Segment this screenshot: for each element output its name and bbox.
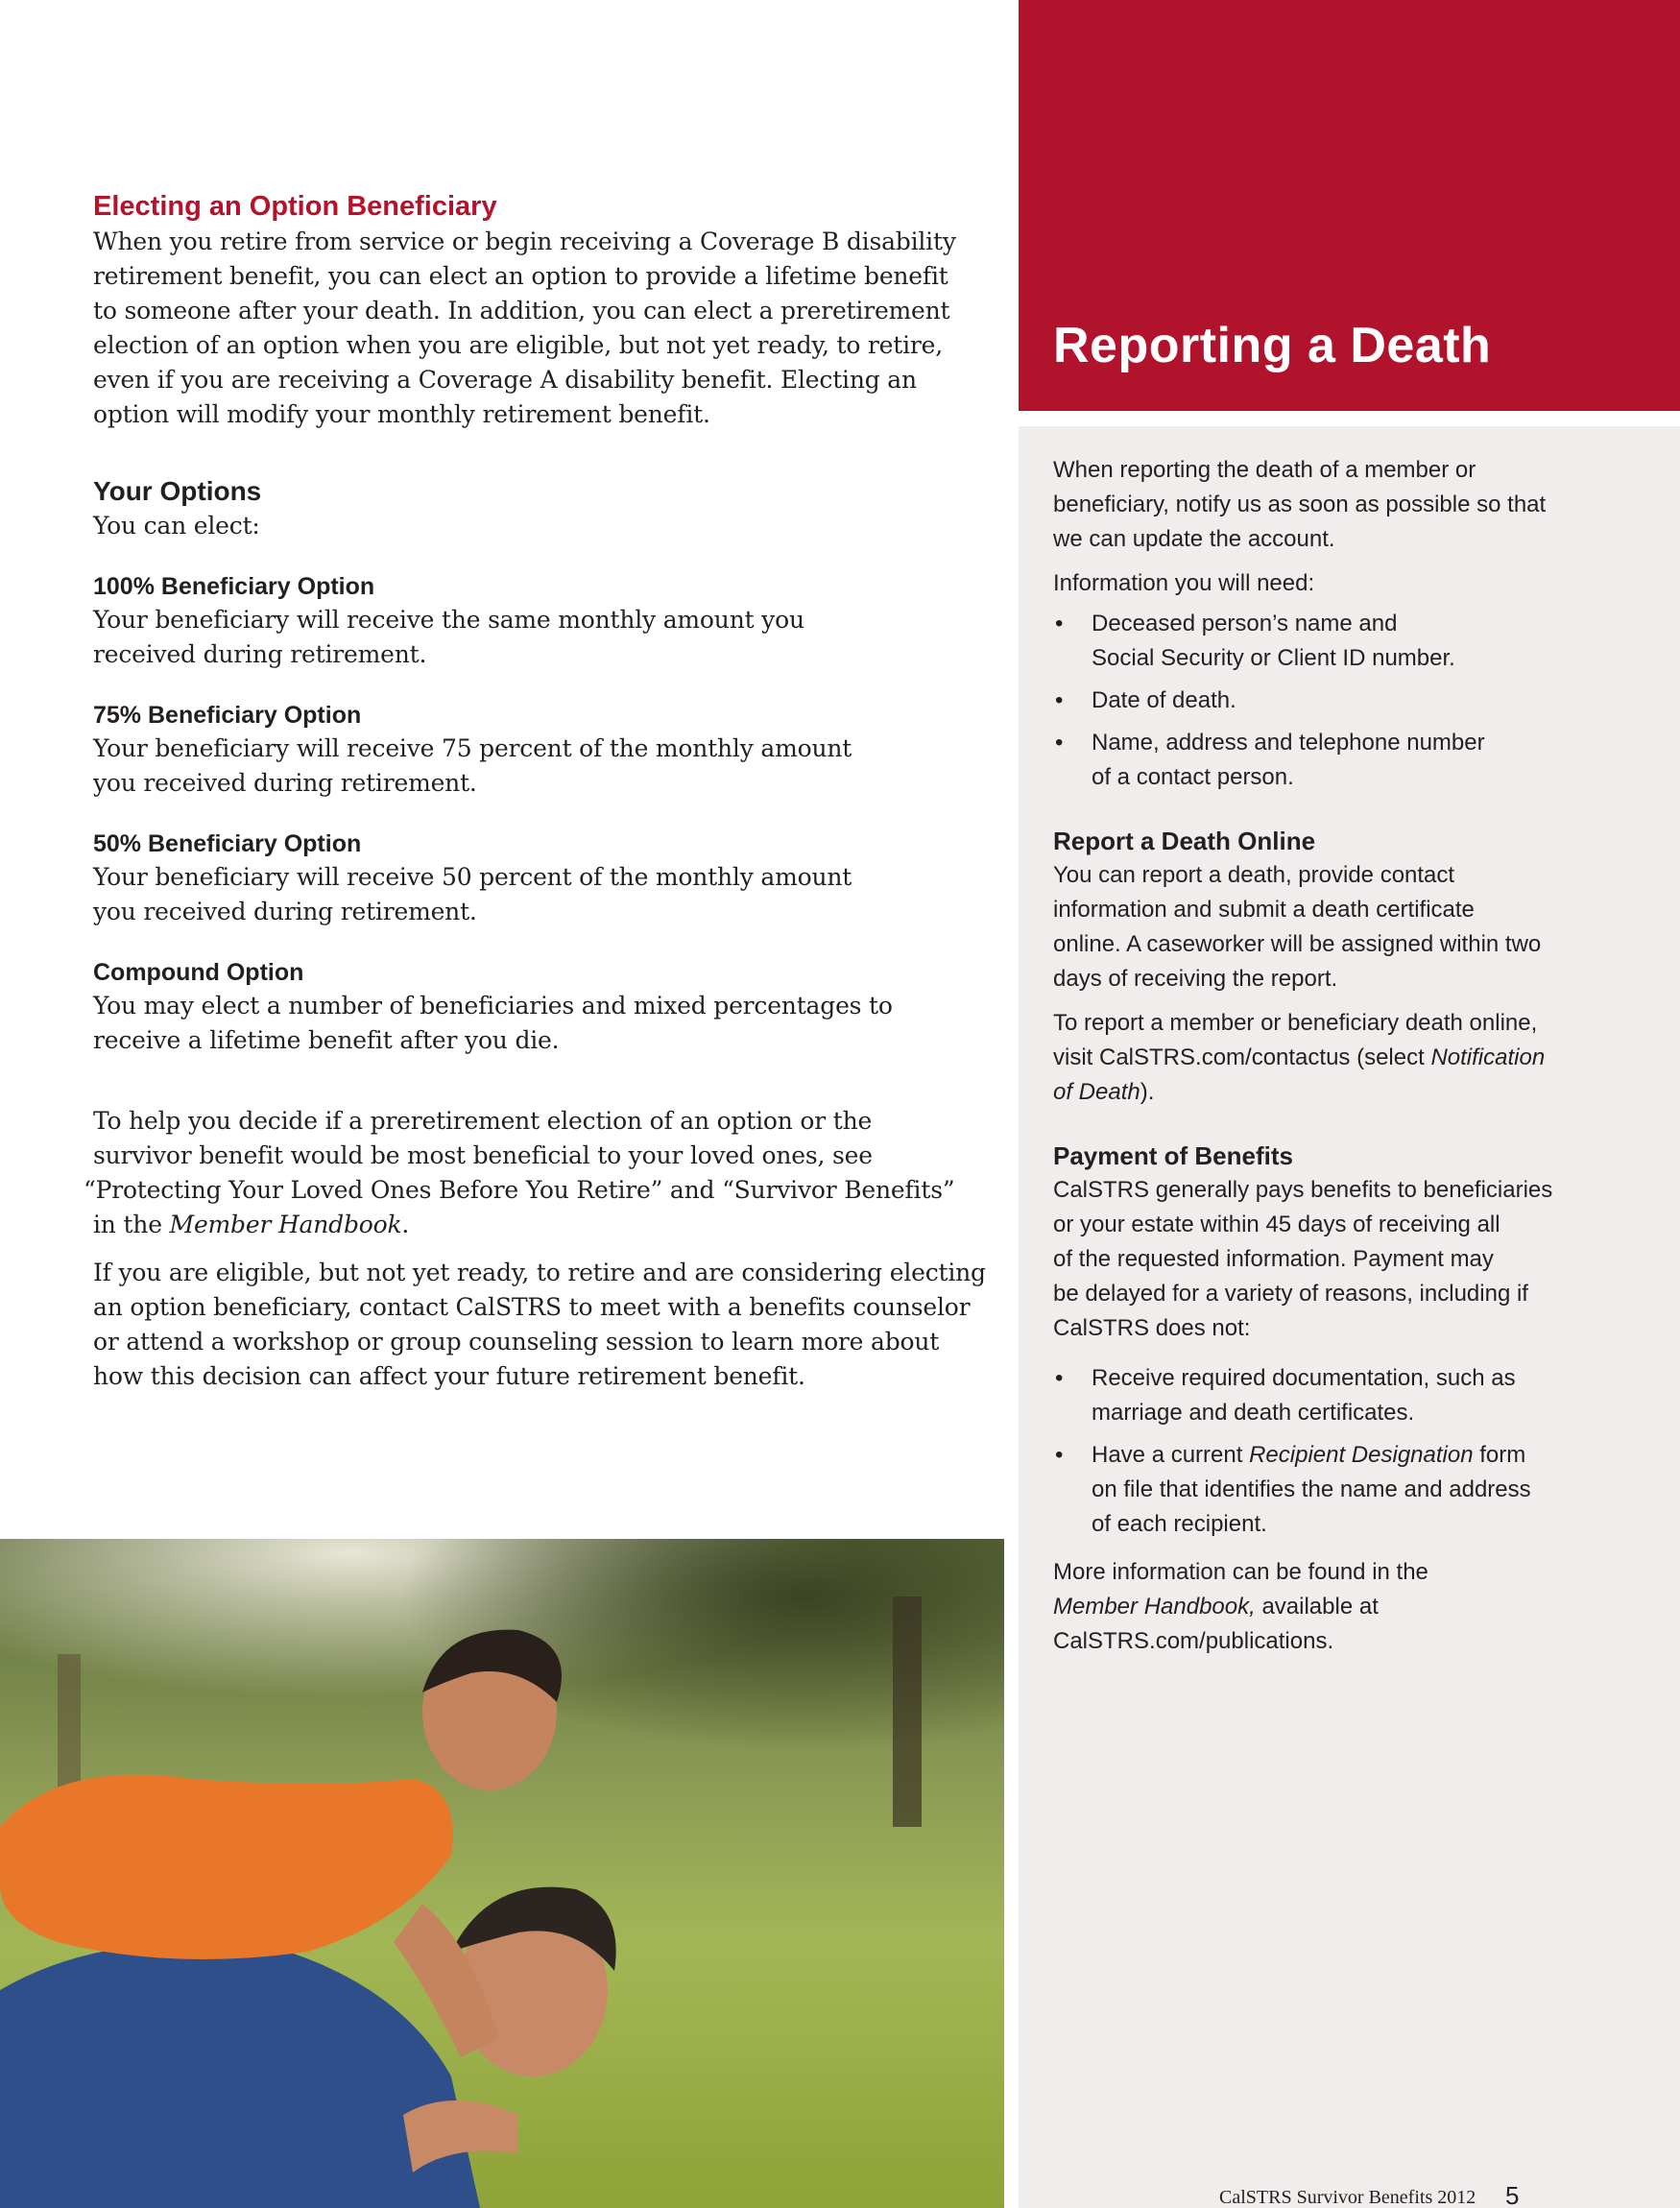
text-run: . xyxy=(401,1211,410,1238)
bullet-icon: • xyxy=(1055,1365,1064,1391)
text-line: we can update the account. xyxy=(1053,526,1335,552)
option-title: 50% Beneficiary Option xyxy=(93,830,362,857)
text-line: Your beneficiary will receive 50 percent of the monthly amount xyxy=(93,863,852,891)
section-heading: Electing an Option Beneficiary xyxy=(93,191,497,222)
list-item xyxy=(1053,726,1648,795)
text-line xyxy=(1053,1041,1648,1075)
text-line: Deceased person’s name and xyxy=(1092,611,1398,636)
text-line: Receive required documentation, such as xyxy=(1092,1365,1516,1391)
text-line: Your beneficiary will receive the same monthly amount you xyxy=(93,606,804,634)
text-run: Have a current xyxy=(1092,1442,1250,1468)
option-block xyxy=(93,828,976,929)
list-item xyxy=(1053,1361,1648,1430)
text-line: election of an option when you are eligible, but not yet ready, to retire, xyxy=(93,331,943,359)
text-line: Social Security or Client ID number. xyxy=(1092,645,1455,671)
sidebar-content xyxy=(1053,453,1648,1659)
options-intro: You can elect: xyxy=(93,512,260,540)
help-paragraph xyxy=(84,1104,976,1242)
form-name: Recipient Designation xyxy=(1249,1442,1474,1468)
text-line: CalSTRS does not: xyxy=(1053,1315,1251,1341)
handbook-title: Member Handbook xyxy=(169,1211,402,1238)
text-line: More information can be found in the xyxy=(1053,1559,1428,1585)
text-line: even if you are receiving a Coverage A disability benefit. Electing an xyxy=(93,366,917,394)
bullet-icon: • xyxy=(1055,687,1064,713)
family-photo xyxy=(0,1539,1004,2208)
text-run: of Death xyxy=(1053,1079,1140,1105)
intro-paragraph xyxy=(93,225,976,432)
list-item xyxy=(1053,1438,1648,1542)
text-line: beneficiary, notify us as soon as possible so that xyxy=(1053,492,1547,517)
option-title: Compound Option xyxy=(93,959,304,986)
option-block xyxy=(93,699,976,801)
text-line: how this decision can affect your future retirement benefit. xyxy=(93,1362,805,1390)
bullet-icon: • xyxy=(1055,730,1064,756)
option-title: 75% Beneficiary Option xyxy=(93,702,362,729)
text-line: You may elect a number of beneficiaries and mixed percentages to xyxy=(93,992,893,1020)
text-line: received during retirement. xyxy=(93,640,427,668)
online-paragraph xyxy=(1053,858,1648,996)
text-line: option will modify your monthly retirement benefit. xyxy=(93,400,710,428)
page-number: 5 xyxy=(1505,2181,1520,2208)
options-heading: Your Options xyxy=(93,476,262,506)
sidebar-intro xyxy=(1053,453,1648,557)
text-line: Date of death. xyxy=(1092,687,1236,713)
text-line: be delayed for a variety of reasons, including if xyxy=(1053,1281,1528,1307)
handbook-title: Member Handbook, xyxy=(1053,1594,1256,1620)
option-title: 100% Beneficiary Option xyxy=(93,573,375,600)
text-line: of the requested information. Payment may xyxy=(1053,1246,1494,1272)
text-line: To help you decide if a preretirement election of an option or the xyxy=(93,1107,873,1135)
text-line: or attend a workshop or group counseling session to learn more about xyxy=(93,1328,940,1356)
text-line: you received during retirement. xyxy=(93,769,477,797)
text-line: or your estate within 45 days of receiving all xyxy=(1053,1212,1500,1237)
text-line: To report a member or beneficiary death online, xyxy=(1053,1010,1538,1036)
text-line: you received during retirement. xyxy=(93,898,477,925)
sidebar-title: Reporting a Death xyxy=(1053,318,1492,373)
text-line: You can report a death, provide contact xyxy=(1053,862,1455,888)
online-link-paragraph xyxy=(1053,1006,1648,1110)
text-line: receive a lifetime benefit after you die. xyxy=(93,1026,560,1054)
more-info-paragraph xyxy=(1053,1555,1648,1659)
text-line: marriage and death certificates. xyxy=(1092,1400,1415,1426)
option-block xyxy=(93,956,976,1058)
text-run: in the xyxy=(93,1211,170,1238)
text-line xyxy=(1092,1438,1648,1473)
text-run: available at xyxy=(1255,1594,1379,1620)
text-line: If you are eligible, but not yet ready, to retire and are considering electing xyxy=(93,1259,986,1286)
contact-link[interactable]: visit CalSTRS.com/contactus (select xyxy=(1053,1044,1431,1070)
text-line: survivor benefit would be most beneficial to your loved ones, see xyxy=(93,1141,873,1169)
text-line: on file that identifies the name and address xyxy=(1092,1476,1531,1502)
footer-publication: CalSTRS Survivor Benefits 2012 xyxy=(1219,2187,1476,2208)
text-line: When you retire from service or begin receiving a Coverage B disability xyxy=(93,228,956,255)
info-heading: Information you will need: xyxy=(1053,570,1315,596)
bullet-icon: • xyxy=(1055,611,1064,636)
payment-paragraph xyxy=(1053,1173,1648,1346)
text-run: Notification xyxy=(1430,1044,1546,1070)
eligible-paragraph xyxy=(93,1256,986,1394)
text-line: “Protecting Your Loved Ones Before You Retire” and “Survivor Benefits” xyxy=(84,1176,955,1204)
left-column xyxy=(84,188,986,1394)
text-run: form xyxy=(1473,1442,1526,1468)
bullet-icon: • xyxy=(1055,1442,1064,1468)
text-line xyxy=(1053,1075,1648,1110)
list-item xyxy=(1053,607,1648,676)
text-line: an option beneficiary, contact CalSTRS to meet with a benefits counselor xyxy=(93,1293,971,1321)
text-line xyxy=(1053,1590,1648,1624)
text-line: information and submit a death certificate xyxy=(1053,897,1475,923)
text-line: Name, address and telephone number xyxy=(1092,730,1485,756)
list-item xyxy=(1053,684,1648,718)
publications-link[interactable]: CalSTRS.com/publications. xyxy=(1053,1628,1334,1654)
text-line: of each recipient. xyxy=(1092,1511,1267,1537)
text-line: CalSTRS generally pays benefits to beneficiaries xyxy=(1053,1177,1553,1203)
option-block xyxy=(93,570,976,672)
text-line: retirement benefit, you can elect an option to provide a lifetime benefit xyxy=(93,262,948,290)
text-line: days of receiving the report. xyxy=(1053,966,1338,992)
text-line: of a contact person. xyxy=(1092,764,1294,790)
text-line: When reporting the death of a member or xyxy=(1053,457,1476,483)
divider xyxy=(1019,411,1680,426)
online-heading: Report a Death Online xyxy=(1053,827,1316,855)
payment-heading: Payment of Benefits xyxy=(1053,1141,1293,1170)
text-line xyxy=(93,1208,976,1242)
text-line: online. A caseworker will be assigned within two xyxy=(1053,931,1542,957)
text-line: to someone after your death. In addition, you can elect a preretirement xyxy=(93,297,950,324)
text-line: Your beneficiary will receive 75 percent of the monthly amount xyxy=(93,734,852,762)
text-run: ). xyxy=(1140,1079,1155,1105)
